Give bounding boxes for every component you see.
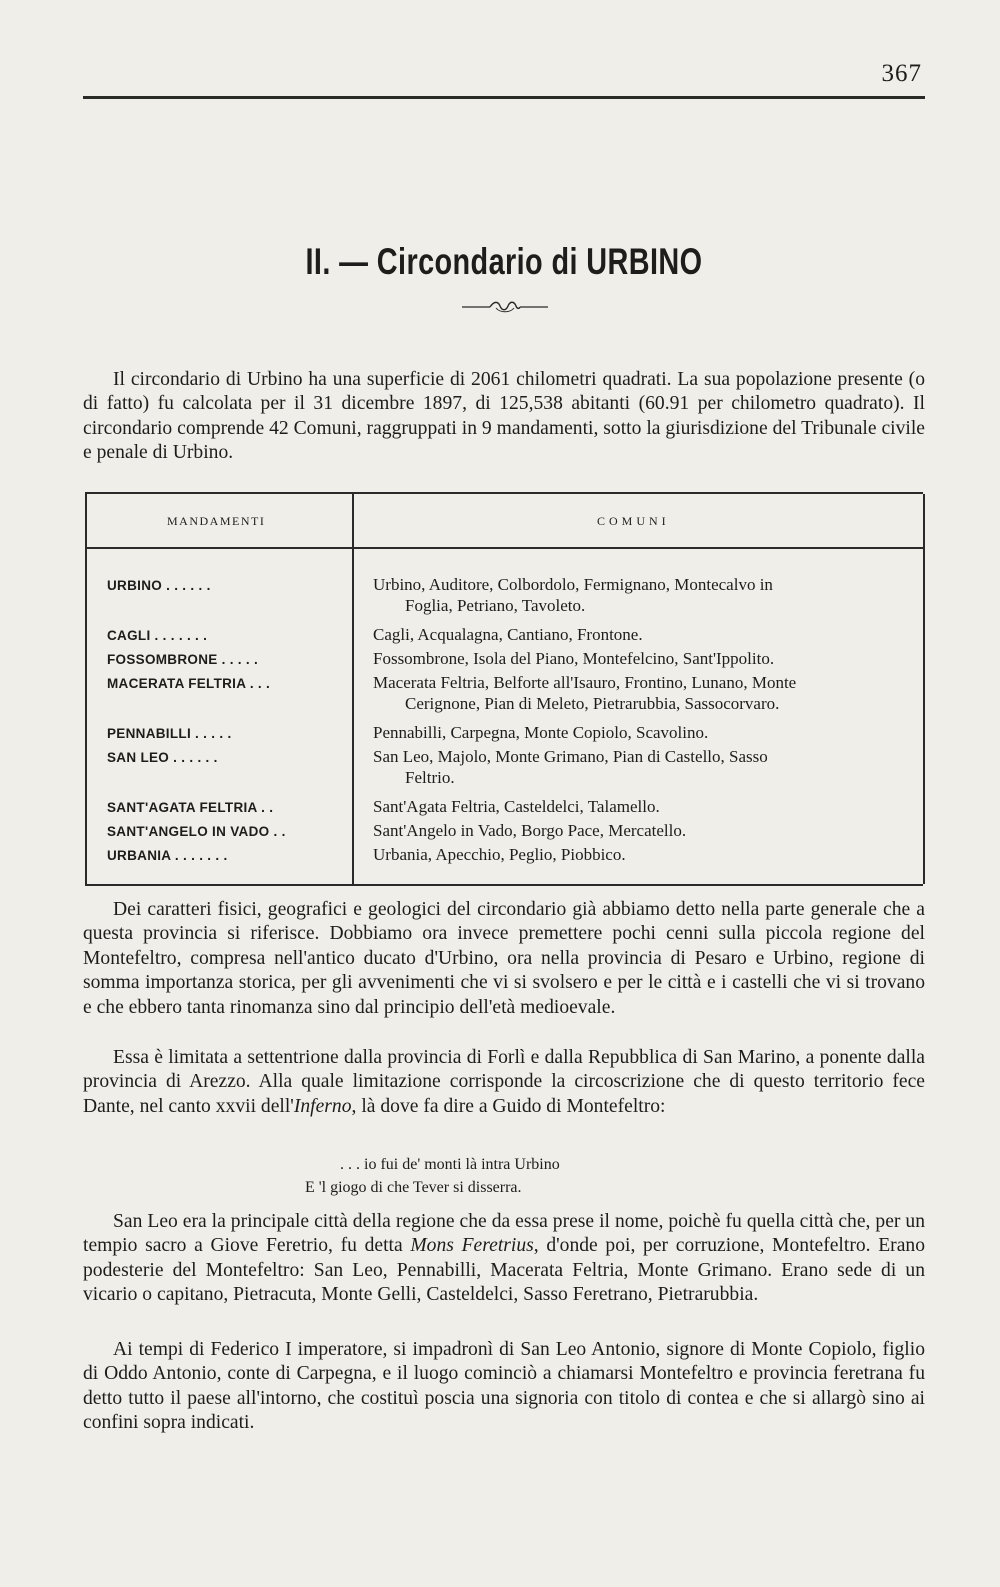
mandamento-cell: FOSSOMBRONE . . . . . [107, 652, 259, 667]
comuni-cell [373, 624, 903, 645]
ornament-flourish-icon [460, 297, 550, 315]
comuni-cell [373, 796, 903, 817]
intro-paragraph: Il circondario di Urbino ha una superficie di 2061 chilometri quadrati. La sua popolazione presente (o di fatto) fu calcolata per il 31 dicembre 1897, di 125,538 abitanti (60.91 per chilometro quadrato). Il circondario comprende 42 Comuni, raggruppati in 9 mandamenti, sotto la giurisdizione del Tribunale civile e penale di Urbino. [83, 369, 925, 464]
table-header-rule [87, 547, 923, 549]
header-mandamenti: MANDAMENTI [167, 514, 266, 528]
mandamento-cell: CAGLI . . . . . . . [107, 628, 208, 643]
comuni-cell [373, 746, 903, 788]
mandamento-cell: SANT'AGATA FELTRIA . . [107, 800, 274, 815]
comuni-cell [373, 820, 903, 841]
comuni-text: Sant'Angelo in Vado, Borgo Pace, Mercatello. [373, 821, 687, 840]
comuni-cell [373, 574, 903, 616]
comuni-text: Fossombrone, Isola del Piano, Montefelcino, Sant'Ippolito. [373, 649, 775, 668]
comuni-text: Sant'Agata Feltria, Casteldelci, Talamello. [373, 797, 660, 816]
mandamento-cell: PENNABILLI . . . . . [107, 726, 232, 741]
comuni-text: Urbino, Auditore, Colbordolo, Fermignano, Montecalvo in [373, 575, 773, 594]
comuni-cell [373, 648, 903, 669]
header-comuni: COMUNI [597, 514, 670, 528]
mandamento-cell: URBANIA . . . . . . . [107, 848, 228, 863]
comuni-text: Cagli, Acqualagna, Cantiano, Frontone. [373, 625, 643, 644]
mons-feretrius: Mons Feretrius [410, 1235, 534, 1257]
mandamento-cell: SANT'ANGELO IN VADO . . [107, 824, 286, 839]
table-right-border [923, 494, 925, 884]
header-rule [83, 96, 925, 99]
comuni-text-cont: Cerignone, Pian di Meleto, Pietrarubbia, Sassocorvaro. [405, 694, 780, 713]
paragraph-caratteri: Dei caratteri fisici, geografici e geologici del circondario già abbiamo detto nella parte generale che a questa provincia si riferisce. Dobbiamo ora invece premettere pochi cenni sulla piccola regione del Montefeltro, compresa nell'antico ducato d'Urbino, ora nella provincia di Pesaro e Urbino, regione di somma importanza storica, per gli avvenimenti che vi si svolsero e per le città e i castelli che vi si trovano e che ebbero tanta rinomanza sino dal principio dell'età medioevale. [83, 899, 925, 1018]
mandamento-cell: URBINO . . . . . . [107, 578, 211, 593]
mandamenti-table [85, 492, 923, 886]
comuni-cell [373, 672, 903, 714]
comuni-cell [373, 722, 903, 743]
dante-quote-line-1: . . . io fui de' monti là intra Urbino [340, 1156, 560, 1173]
dante-quote-line-2: E 'l giogo di che Tever si disserra. [305, 1179, 522, 1196]
comuni-text: Macerata Feltria, Belforte all'Isauro, Frontino, Lunano, Monte [373, 673, 797, 692]
inferno-title: Inferno [293, 1095, 352, 1117]
paragraph-limitazione: Essa è limitata a settentrione dalla provincia di Forlì e dalla Repubblica di San Marino, a ponente dalla provincia di Arezzo. Alla quale limitazione corrisponde la circoscrizione che di questo territorio fece Dante, nel canto xxvii dell'Inferno, là dove fa dire a Guido di Montefeltro: [83, 1047, 925, 1117]
page-number: 367 [881, 60, 922, 87]
table-column-divider [352, 494, 354, 884]
section-title: II. — Circondario di URBINO [305, 241, 703, 282]
mandamento-cell: SAN LEO . . . . . . [107, 750, 218, 765]
comuni-text-cont: Foglia, Petriano, Tavoleto. [405, 596, 586, 615]
comuni-text: Urbania, Apecchio, Peglio, Piobbico. [373, 845, 626, 864]
paragraph-san-leo: San Leo era la principale città della regione che da essa prese il nome, poichè fu quella città che, per un tempio sacro a Giove Feretrio, fu detta Mons Feretrius, d'onde poi, per corruzione, Montefeltro. Erano podesterie del Montefeltro: San Leo, Pennabilli, Macerata Feltria, Monte Grimano. Erano sede di un vicario o capitano, Pietracuta, Monte Gelli, Casteldelci, Sasso Feretrano, Pietrarubbia. [83, 1211, 925, 1306]
comuni-text-cont: Feltrio. [405, 768, 455, 787]
mandamento-cell: MACERATA FELTRIA . . . [107, 676, 271, 691]
comuni-cell [373, 844, 903, 865]
comuni-text: Pennabilli, Carpegna, Monte Copiolo, Scavolino. [373, 723, 709, 742]
comuni-text: San Leo, Majolo, Monte Grimano, Pian di Castello, Sasso [373, 747, 768, 766]
paragraph-federico: Ai tempi di Federico I imperatore, si impadronì di San Leo Antonio, signore di Monte Copiolo, figlio di Oddo Antonio, conte di Carpegna, e il luogo cominciò a chiamarsi Montefeltro e provincia feretrana fu detto tutto il paese all'intorno, che costituì poscia una signoria con titolo di contea e che si allargò sino ai confini sopra indicati. [83, 1339, 925, 1434]
